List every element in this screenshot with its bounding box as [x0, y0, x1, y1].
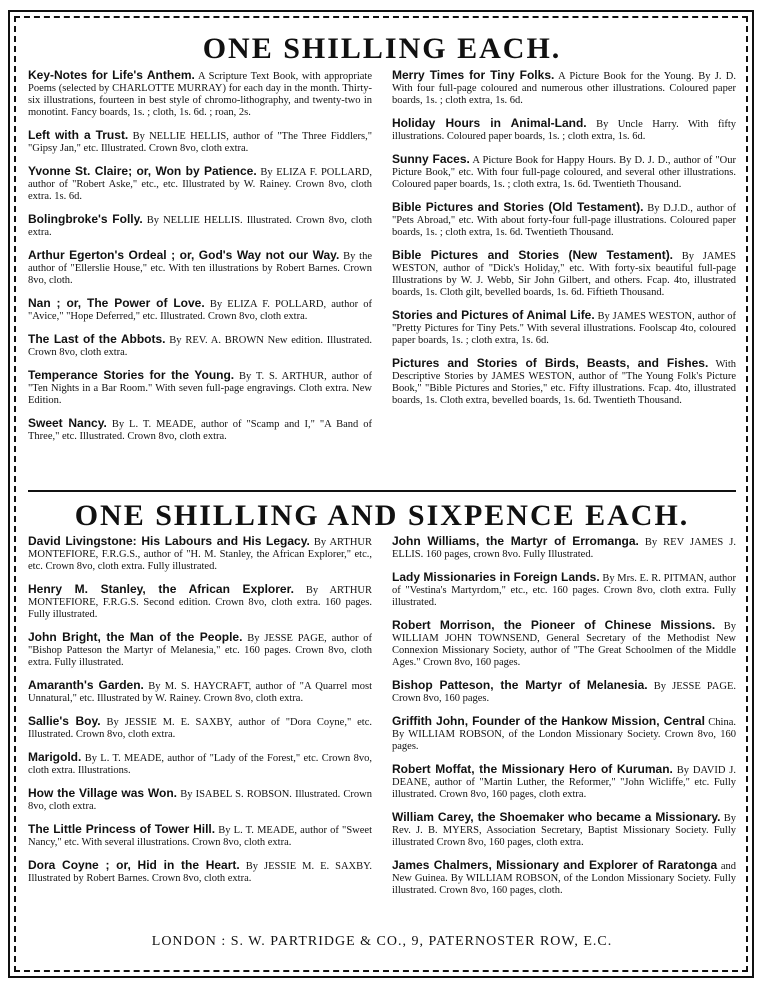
- section2-heading: ONE SHILLING AND SIXPENCE EACH.: [74, 499, 690, 532]
- book-entry: [392, 810, 736, 849]
- book-description: By M. S. HAYCRAFT, author of "A Quarrel most Unnatural," etc. Illustrated by W. Rainey. Crown 8vo, cloth extra.: [28, 681, 373, 704]
- book-entry: [28, 416, 372, 443]
- book-entry: [392, 858, 736, 897]
- section2-right-column: [392, 534, 736, 906]
- book-description: By ELIZA F. POLLARD, author of "Robert Aske," etc., etc. Illustrated by W. Rainey. Crown 8vo, cloth extra. 1s. 6d.: [28, 167, 372, 202]
- book-title: Sweet Nancy.: [28, 416, 107, 430]
- book-entry: [28, 212, 372, 239]
- book-description: By ARTHUR MONTEFIORE, F.R.G.S. Second edition. Crown 8vo, cloth extra. 160 pages. Fully illustrated.: [28, 585, 373, 620]
- book-description: By ELIZA F. POLLARD, author of "Avice," "Hope Deferred," etc. Illustrated. Crown 8vo, cloth extra.: [28, 299, 373, 322]
- book-description: By REV. A. BROWN New edition. Illustrated. Crown 8vo, cloth extra.: [28, 335, 372, 358]
- book-entry: [392, 762, 736, 801]
- section1-columns: [28, 68, 736, 486]
- book-entry: [28, 248, 372, 287]
- publisher-footer: LONDON : S. W. PARTRIDGE & CO., 9, PATERNOSTER ROW, E.C.: [151, 934, 613, 949]
- book-title: Yvonne St. Claire; or, Won by Patience.: [28, 164, 257, 178]
- book-description: By T. S. ARTHUR, author of "Ten Nights in a Bar Room." With seven full-page engravings. Cloth extra. New Edition.: [28, 371, 373, 406]
- book-description: By Rev. J. B. MYERS, Association Secretary, Baptist Missionary Society. Fully illustrated Crown 8vo, 160 pages, cloth extra.: [392, 813, 736, 848]
- book-entry: [28, 582, 372, 621]
- book-title: David Livingstone: His Labours and His Legacy.: [28, 534, 310, 548]
- book-description: By Mrs. E. R. PITMAN, author of "Vestina's Martyrdom," etc., etc. 160 pages. Crown 8vo, cloth extra. Fully illustrated.: [392, 573, 737, 608]
- book-description: By L. T. MEADE, author of "Sweet Nancy," etc. With several illustrations. Crown 8vo, cloth extra.: [28, 825, 372, 848]
- book-description: By JAMES WESTON, author of "Dick's Holiday," etc. With forty-six beautiful full-page Illustrations by W. J. Webb, Sir John Gilbert, and others. Fcap. 4to, illustrated boards, 1s. Cloth gilt, bevelled boards, 1s. 6d. Fiftieth Thousand.: [392, 251, 737, 298]
- book-title: Bible Pictures and Stories (New Testament).: [392, 248, 674, 262]
- book-description: By the author of "Ellerslie House," etc. With ten illustrations by Robert Barnes. Crown 8vo, cloth.: [28, 251, 373, 286]
- book-description: By NELLIE HELLIS, author of "The Three Fiddlers," "Gipsy Jan," etc. Illustrated. Crown 8vo, cloth extra.: [28, 131, 373, 154]
- book-title: Bible Pictures and Stories (Old Testament).: [392, 200, 644, 214]
- section1-heading: ONE SHILLING EACH.: [202, 32, 562, 65]
- book-description: and New Guinea. By WILLIAM ROBSON, of the London Missionary Society. Fully illustrated. Crown 8vo, 160 pages, cloth.: [392, 861, 736, 896]
- book-title: Arthur Egerton's Ordeal ; or, God's Way not our Way.: [28, 248, 340, 262]
- section1-left-column: [28, 68, 372, 486]
- book-entry: [392, 200, 736, 239]
- book-description: By L. T. MEADE, author of "Lady of the Forest," etc. Crown 8vo, cloth extra. Illustrations.: [28, 753, 373, 776]
- book-entry: [28, 296, 372, 323]
- section2-columns: [28, 534, 736, 906]
- book-title: James Chalmers, Missionary and Explorer of Raratonga: [392, 858, 718, 872]
- book-title: Key-Notes for Life's Anthem.: [28, 68, 195, 82]
- book-description: By Uncle Harry. With fifty illustrations. Coloured paper boards, 1s. ; cloth extra, 1s. 6d.: [392, 119, 737, 142]
- book-description: With Descriptive Stories by JAMES WESTON, author of "The Young Folk's Picture Book," "Bible Pictures and Stories," etc. Fifty illustrations. Fcap. 4to, illustrated boards, 1s. Cloth extra, bevelled boards, 1s. 6d. Twentieth Thousand.: [392, 359, 737, 406]
- book-title: Robert Morrison, the Pioneer of Chinese Missions.: [392, 618, 716, 632]
- book-description: China. By WILLIAM ROBSON, of the London Missionary Society. Crown 8vo, 160 pages.: [392, 717, 737, 752]
- section2-left-column: [28, 534, 372, 906]
- book-title: The Last of the Abbots.: [28, 332, 166, 346]
- book-entry: [28, 368, 372, 407]
- book-entry: [392, 570, 736, 609]
- book-description: A Picture Book for the Young. By J. D. With four full-page coloured and numerous other illustrations. Coloured paper boards, 1s. ; cloth extra, 1s. 6d.: [392, 71, 737, 106]
- book-title: Lady Missionaries in Foreign Lands.: [392, 570, 600, 584]
- book-description: A Picture Book for Happy Hours. By D. J. D., author of "Our Picture Book," etc. With four full-page coloured, and several other illustrations. Coloured paper boards, 1s. ; cloth extra, 1s. 6d. Twentieth Thousand.: [392, 155, 737, 190]
- book-title: John Bright, the Man of the People.: [28, 630, 243, 644]
- book-entry: [28, 164, 372, 203]
- section-divider: [28, 490, 736, 492]
- book-entry: [28, 534, 372, 573]
- book-description: By JAMES WESTON, author of "Pretty Pictures for Tiny Pets." With several illustrations. Foolscap 4to, coloured paper boards, 1s. ; cloth extra, 1s. 6d.: [392, 311, 736, 346]
- book-entry: [392, 248, 736, 299]
- book-title: Pictures and Stories of Birds, Beasts, and Fishes.: [392, 356, 709, 370]
- book-entry: [392, 116, 736, 143]
- book-title: Bolingbroke's Folly.: [28, 212, 143, 226]
- advertisement-page: [28, 30, 736, 960]
- book-description: By JESSIE M. E. SAXBY. Illustrated by Robert Barnes. Crown 8vo, cloth extra.: [28, 861, 372, 884]
- book-title: Merry Times for Tiny Folks.: [392, 68, 555, 82]
- book-description: By JESSE PAGE. Crown 8vo, 160 pages.: [392, 681, 736, 704]
- book-entry: [28, 822, 372, 849]
- book-title: Marigold.: [28, 750, 82, 764]
- book-entry: [392, 678, 736, 705]
- book-title: William Carey, the Shoemaker who became a Missionary.: [392, 810, 721, 824]
- book-title: Sallie's Boy.: [28, 714, 101, 728]
- book-title: Robert Moffat, the Missionary Hero of Kuruman.: [392, 762, 673, 776]
- book-entry: [28, 786, 372, 813]
- book-entry: [28, 332, 372, 359]
- book-description: By L. T. MEADE, author of "Scamp and I," "A Band of Three," etc. Illustrated. Crown 8vo, cloth extra.: [28, 419, 373, 442]
- book-title: Nan ; or, The Power of Love.: [28, 296, 205, 310]
- book-entry: [28, 858, 372, 885]
- book-description: By WILLIAM JOHN TOWNSEND, General Secretary of the Methodist New Connexion Missionary Society, author of "The Great Schoolmen of the Middle Ages." Crown 8vo, 160 pages.: [392, 621, 737, 668]
- book-title: John Williams, the Martyr of Erromanga.: [392, 534, 639, 548]
- book-title: Henry M. Stanley, the African Explorer.: [28, 582, 294, 596]
- section1-right-column: [392, 68, 736, 486]
- book-description: By REV JAMES J. ELLIS. 160 pages, crown 8vo. Fully Illustrated.: [392, 537, 736, 560]
- book-title: Left with a Trust.: [28, 128, 129, 142]
- book-entry: [392, 714, 736, 753]
- book-description: A Scripture Text Book, with appropriate Poems (selected by CHARLOTTE MURRAY) for each day in the month. Thirty-six illustrations, fourteen in best style of chromo-lithography, and twenty-two in monotint. Fancy boards, 1s. ; cloth, 1s. 6d. ; roan, 2s.: [28, 71, 373, 118]
- book-title: Amaranth's Garden.: [28, 678, 144, 692]
- book-description: By NELLIE HELLIS. Illustrated. Crown 8vo, cloth extra.: [28, 215, 373, 238]
- book-title: Holiday Hours in Animal-Land.: [392, 116, 587, 130]
- book-entry: [28, 128, 372, 155]
- book-entry: [28, 714, 372, 741]
- book-description: By DAVID J. DEANE, author of "Martin Luther, the Reformer," "John Wicliffe," etc. Fully illustrated. Crown 8vo, 160 pages, cloth extra.: [392, 765, 736, 800]
- book-title: How the Village was Won.: [28, 786, 178, 800]
- book-description: By D.J.D., author of "Pets Abroad," etc. With about forty-four full-page illustrations. Coloured paper boards, 1s. ; cloth extra, 1s. 6d. Twentieth Thousand.: [392, 203, 736, 238]
- book-entry: [392, 152, 736, 191]
- book-entry: [392, 308, 736, 347]
- book-entry: [28, 678, 372, 705]
- book-description: By ARTHUR MONTEFIORE, F.R.G.S., author of "H. M. Stanley, the African Explorer," etc., etc. Crown 8vo, cloth extra. Fully illustrated.: [28, 537, 373, 572]
- book-entry: [28, 68, 372, 119]
- book-title: Bishop Patteson, the Martyr of Melanesia.: [392, 678, 648, 692]
- book-entry: [392, 356, 736, 407]
- book-entry: [392, 534, 736, 561]
- book-description: By JESSIE M. E. SAXBY, author of "Dora Coyne," etc. Illustrated. Crown 8vo, cloth extra.: [28, 717, 373, 740]
- book-entry: [28, 630, 372, 669]
- book-title: Stories and Pictures of Animal Life.: [392, 308, 595, 322]
- book-title: Dora Coyne ; or, Hid in the Heart.: [28, 858, 240, 872]
- book-title: Sunny Faces.: [392, 152, 470, 166]
- book-title: The Little Princess of Tower Hill.: [28, 822, 216, 836]
- book-entry: [392, 68, 736, 107]
- book-description: By ISABEL S. ROBSON. Illustrated. Crown 8vo, cloth extra.: [28, 789, 373, 812]
- book-entry: [28, 750, 372, 777]
- book-title: Griffith John, Founder of the Hankow Mission, Central: [392, 714, 705, 728]
- book-entry: [392, 618, 736, 669]
- book-description: By JESSE PAGE, author of "Bishop Patteson the Martyr of Melanesia," etc. 160 pages. Crown 8vo, cloth extra. Fully illustrated.: [28, 633, 373, 668]
- book-title: Temperance Stories for the Young.: [28, 368, 235, 382]
